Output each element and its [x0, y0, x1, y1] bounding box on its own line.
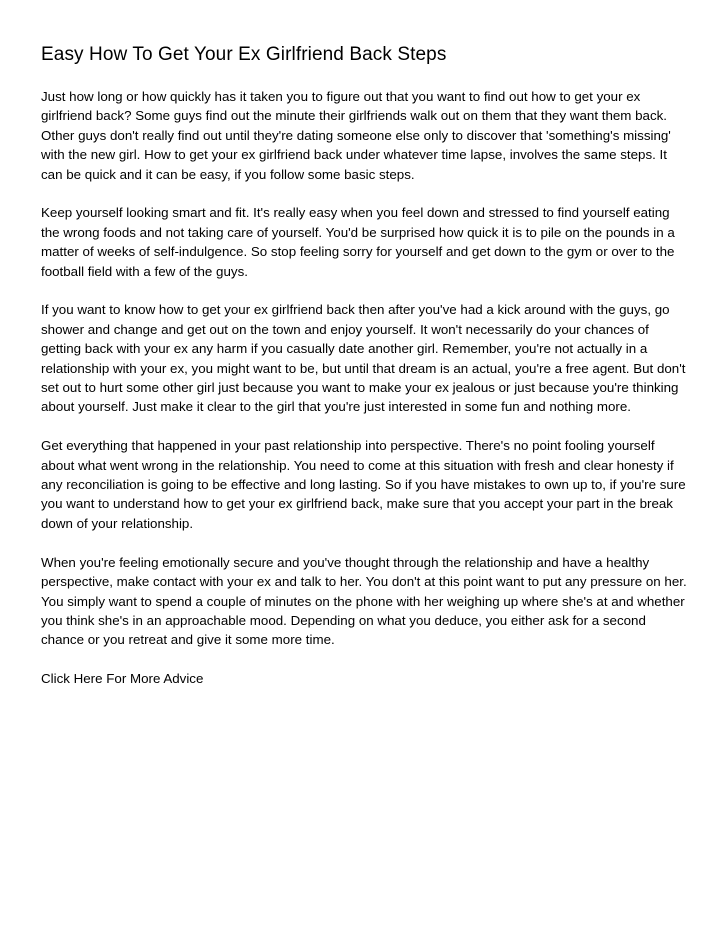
document-title: Easy How To Get Your Ex Girlfriend Back Steps: [41, 44, 447, 65]
paragraph-4: Get everything that happened in your past relationship into perspective. There's no point fooling yourself about what went wrong in the relationship. You need to come at this situation with fresh and clear honesty if any reconciliation is going to be effective and long lasting. So if you have mistakes to own up to, if you're sure you want to understand how to get your ex girlfriend back, make sure that you accept your part in the break down of your relationship.: [41, 438, 686, 531]
paragraph-1: Just how long or how quickly has it taken you to figure out that you want to find out how to get your ex girlfriend back? Some guys find out the minute their girlfriends walk out on them that they want them back. Other guys don't really find out until they're dating someone else only to discover that 'something's missing' with the new girl. How to get your ex girlfriend back under whatever time lapse, involves the same steps. It can be quick and it can be easy, if you follow some basic steps.: [41, 89, 671, 182]
paragraph-2: Keep yourself looking smart and fit. It's really easy when you feel down and stressed to find yourself eating the wrong foods and not taking care of yourself. You'd be surprised how quick it is to pile on the pounds in a matter of weeks of self-indulgence. So stop feeling sorry for yourself and get down to the gym or over to the football field with a few of the guys.: [41, 205, 675, 279]
document-page: [41, 43, 689, 689]
paragraph-5: When you're feeling emotionally secure and you've thought through the relationship and have a healthy perspective, make contact with your ex and talk to her. You don't at this point want to put any pressure on her. You simply want to spend a couple of minutes on the phone with her weighing up where she's at and whether you think she's in an approachable mood. Depending on what you deduce, you either ask for a second chance or you retreat and give it some more time.: [41, 554, 687, 648]
paragraph-3: If you want to know how to get your ex girlfriend back then after you've had a kick around with the guys, go shower and change and get out on the town and enjoy yourself. It won't necessarily do your chances of getting back with your ex any harm if you casually date another girl. Remember, you're not actually in a relationship with your ex, you might want to be, but until that dream is an actual, you're a free agent. But don't set out to hurt some other girl just because you want to make your ex jealous or just because you're thinking about yourself. Just make it clear to the girl that you're just interested in some fun and nothing more.: [41, 302, 686, 415]
more-advice-link[interactable]: Click Here For More Advice: [41, 671, 204, 687]
